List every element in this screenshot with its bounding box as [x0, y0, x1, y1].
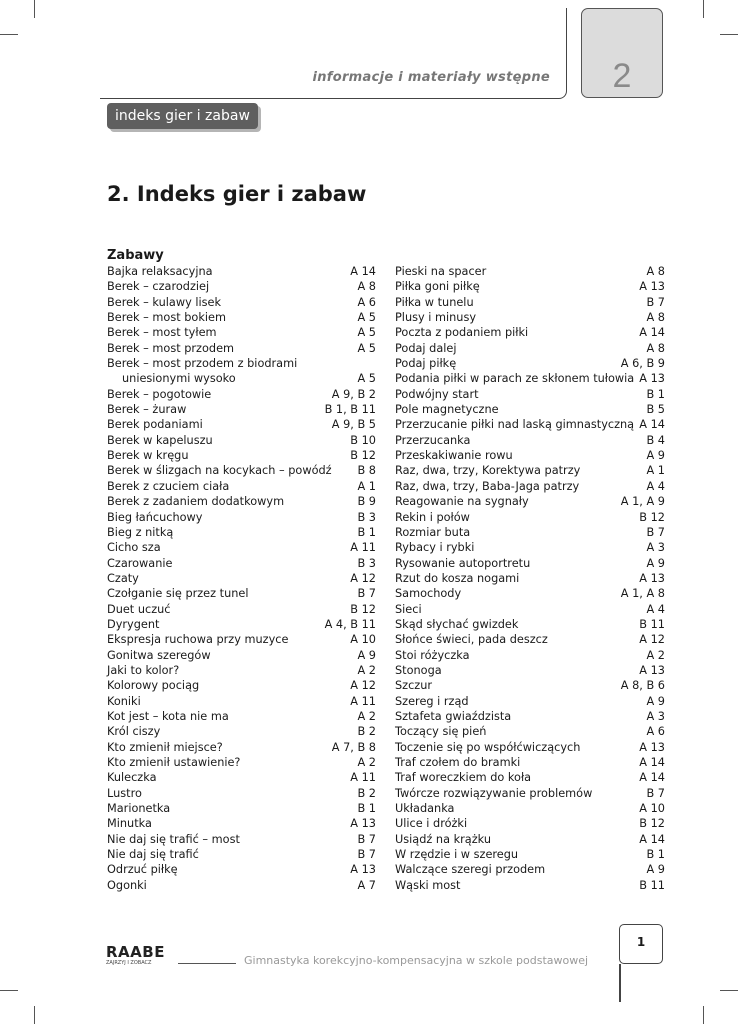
- index-entry-title: Gonitwa szeregów: [107, 648, 211, 662]
- index-entry: [107, 264, 376, 279]
- index-entry-code: B 3: [357, 510, 376, 524]
- index-entry-code: A 4: [646, 479, 665, 493]
- crop-mark: [720, 34, 738, 35]
- footer-book-title: Gimnastyka korekcyjno-kompensacyjna w szkole podstawowej: [244, 954, 589, 967]
- index-entry-title: Czarowanie: [107, 556, 173, 570]
- index-entry-title: Minutka: [107, 817, 152, 831]
- index-entry-code: A 7, B 8: [331, 740, 376, 754]
- index-entry: [395, 264, 665, 279]
- publisher-logo-text: RAABE: [106, 943, 165, 961]
- index-entry-code: A 13: [350, 863, 376, 877]
- index-entry-code: B 7: [357, 832, 376, 846]
- index-entry-title: Traf woreczkiem do koła: [395, 771, 532, 785]
- index-entry-code: A 1: [646, 464, 665, 478]
- index-entry: [395, 847, 665, 862]
- index-entry-code: A 2: [357, 663, 376, 677]
- index-entry: [395, 387, 665, 402]
- index-entry-code: A 6: [357, 295, 376, 309]
- index-entry-title: Berek w kręgu: [107, 449, 189, 463]
- index-entry: [395, 632, 665, 647]
- header-frame: [100, 8, 567, 99]
- index-entry: [107, 356, 376, 371]
- index-entry: [395, 740, 665, 755]
- index-entry-code: A 11: [350, 694, 376, 708]
- section-tag: indeks gier i zabaw: [107, 103, 258, 129]
- index-entry-code: A 12: [350, 679, 376, 693]
- index-entry-title: Reagowanie na sygnały: [395, 495, 529, 509]
- crop-mark: [0, 990, 18, 991]
- index-entry: [395, 525, 665, 540]
- index-entry-code: A 2: [357, 709, 376, 723]
- index-entry-title: Berek w kapeluszu: [107, 433, 213, 447]
- index-entry-code: A 9: [357, 648, 376, 662]
- index-entry-title: Układanka: [395, 802, 455, 816]
- index-entry: [395, 463, 665, 478]
- index-list-left: [107, 264, 376, 893]
- index-entry-code: B 4: [646, 433, 665, 447]
- index-entry-code: A 9, B 5: [331, 418, 376, 432]
- index-entry-title: Berek – most bokiem: [107, 311, 226, 325]
- index-entry-title: Przerzucanka: [395, 433, 471, 447]
- index-entry-code: A 5: [357, 326, 376, 340]
- index-entry-code: B 1: [646, 848, 665, 862]
- index-entry: [395, 510, 665, 525]
- index-entry-code: A 13: [639, 663, 665, 677]
- index-entry-title: Szczur: [395, 679, 433, 693]
- index-entry: [395, 556, 665, 571]
- index-entry-code: B 7: [646, 525, 665, 539]
- index-entry: [395, 402, 665, 417]
- index-entry-code: A 8: [357, 280, 376, 294]
- index-entry-code: A 7: [357, 878, 376, 892]
- index-entry: [395, 663, 665, 678]
- index-entry: [395, 586, 665, 601]
- index-entry-title: Rybacy i rybki: [395, 541, 475, 555]
- index-entry-code: A 5: [357, 311, 376, 325]
- index-entry-title: Jaki to kolor?: [107, 663, 180, 677]
- index-entry: [395, 279, 665, 294]
- index-entry-code: A 14: [639, 756, 665, 769]
- index-entry: [395, 540, 665, 555]
- index-entry-code: B 9: [357, 495, 376, 509]
- index-entry-title: Przeskakiwanie rowu: [395, 449, 513, 463]
- index-entry-code: A 11: [350, 771, 376, 785]
- index-entry-title: Berek – most przodem z biodrami: [107, 357, 298, 371]
- index-entry-code: B 1, B 11: [324, 403, 376, 417]
- index-entry-code: A 8, B 6: [620, 679, 665, 693]
- index-entry: [395, 371, 665, 386]
- index-entry-title: Stonoga: [395, 663, 442, 677]
- index-entry: [107, 417, 376, 432]
- index-entry-code: A 8: [646, 265, 665, 278]
- footer-divider: [178, 963, 236, 964]
- index-entry: [395, 494, 665, 509]
- index-entry-code: B 10: [350, 433, 376, 447]
- index-entry: [107, 878, 376, 893]
- index-entry: [107, 755, 376, 770]
- index-entry-title: Czaty: [107, 571, 139, 585]
- index-entry-code: A 11: [350, 541, 376, 555]
- index-entry-title: Król ciszy: [107, 725, 161, 739]
- index-entry-title: Podania piłki w parach ze skłonem tułowia: [395, 372, 635, 386]
- index-entry: [395, 356, 665, 371]
- index-entry-code: A 9: [646, 863, 665, 877]
- index-entry-code: B 1: [646, 387, 665, 401]
- index-entry-title: Przerzucanie piłki nad laską gimnastyczną: [395, 418, 635, 432]
- index-entry-code: A 4, B 11: [324, 617, 376, 631]
- index-entry-code: A 5: [357, 341, 376, 355]
- index-entry-code: A 9: [646, 449, 665, 463]
- index-entry-code: A 13: [639, 280, 665, 294]
- index-entry: [107, 463, 376, 478]
- index-entry-title: Samochody: [395, 587, 462, 601]
- index-entry-title: Duet uczuć: [107, 602, 171, 616]
- index-entry: [107, 387, 376, 402]
- index-entry: [107, 448, 376, 463]
- index-entry-code: A 6: [646, 725, 665, 739]
- index-entry-title: Bieg łańcuchowy: [107, 510, 203, 524]
- index-entry-code: A 1, A 9: [620, 495, 665, 509]
- index-entry-code: A 12: [350, 571, 376, 585]
- index-entry-title: Podaj dalej: [395, 341, 457, 355]
- index-entry: [107, 709, 376, 724]
- index-entry-code: B 7: [357, 848, 376, 862]
- index-entry-title: Ogonki: [107, 878, 147, 892]
- index-entry-title: Kto zmienił ustawienie?: [107, 756, 241, 769]
- index-entry: [395, 832, 665, 847]
- index-entry-title: Rzut do kosza nogami: [395, 571, 520, 585]
- index-entry-title: Pole magnetyczne: [395, 403, 499, 417]
- index-entry-code: A 6, B 9: [620, 357, 665, 371]
- index-entry-code: A 14: [350, 265, 376, 278]
- index-entry: [107, 571, 376, 586]
- page-number: 1: [636, 935, 646, 949]
- running-header-title: informacje i materiały wstępne: [312, 70, 550, 85]
- index-entry-title: Dyrygent: [107, 617, 160, 631]
- index-entry-code: B 12: [639, 817, 665, 831]
- publisher-tagline: ZAJRZYJ I ZOBACZ: [106, 960, 152, 966]
- index-entry: [107, 540, 376, 555]
- index-entry-code: A 10: [639, 802, 665, 816]
- index-entry-title: Berek – kulawy lisek: [107, 295, 222, 309]
- index-entry-title: Piłka goni piłkę: [395, 280, 480, 294]
- index-entry: [395, 325, 665, 340]
- index-entry-code: B 2: [357, 725, 376, 739]
- index-entry-code: B 7: [357, 587, 376, 601]
- index-entry-title: uniesionymi wysoko: [122, 372, 236, 386]
- index-entry: [107, 279, 376, 294]
- index-entry: [395, 617, 665, 632]
- index-entry: [395, 724, 665, 739]
- index-entry: [395, 417, 665, 432]
- index-entry-title: Ulice i dróżki: [395, 817, 468, 831]
- index-entry-code: A 4: [646, 602, 665, 616]
- index-entry-code: A 14: [639, 418, 665, 432]
- index-entry-title: Kto zmienił miejsce?: [107, 740, 223, 754]
- index-entry: [107, 602, 376, 617]
- index-entry-code: A 1, A 8: [620, 587, 665, 601]
- index-entry-code: A 13: [639, 740, 665, 754]
- index-entry-code: B 8: [357, 464, 376, 478]
- index-entry-title: Pieski na spacer: [395, 265, 487, 278]
- index-entry-title: Piłka w tunelu: [395, 295, 474, 309]
- index-entry-code: A 13: [639, 372, 665, 386]
- chapter-number: 2: [612, 57, 632, 95]
- index-entry: [107, 479, 376, 494]
- index-entry-title: Berek – most tyłem: [107, 326, 217, 340]
- index-entry-title: Skąd słychać gwizdek: [395, 617, 519, 631]
- index-entry-code: B 7: [646, 786, 665, 800]
- index-entry-title: Berek – pogotowie: [107, 387, 212, 401]
- index-entry-title: Kuleczka: [107, 771, 157, 785]
- crop-mark: [34, 1006, 35, 1024]
- index-entry-title: Raz, dwa, trzy, Baba-Jaga patrzy: [395, 479, 580, 493]
- index-entry: [395, 786, 665, 801]
- index-entry-title: Toczący się pień: [395, 725, 487, 739]
- index-entry: [395, 648, 665, 663]
- index-entry: [107, 556, 376, 571]
- publisher-logo: [106, 944, 176, 972]
- index-entry-title: Koniki: [107, 694, 141, 708]
- index-entry: [107, 663, 376, 678]
- index-entry: [395, 310, 665, 325]
- index-entry-title: Nie daj się trafić: [107, 848, 199, 862]
- index-entry-code: B 11: [639, 617, 665, 631]
- index-entry: [107, 724, 376, 739]
- index-entry-code: A 9, B 2: [331, 387, 376, 401]
- index-entry-code: B 11: [639, 878, 665, 892]
- index-entry-title: Czołganie się przez tunel: [107, 587, 249, 601]
- index-entry-code: B 1: [357, 525, 376, 539]
- index-entry: [107, 678, 376, 693]
- index-entry-title: Rekin i połów: [395, 510, 470, 524]
- index-entry: [107, 801, 376, 816]
- index-entry-title: Kot jest – kota nie ma: [107, 709, 229, 723]
- index-entry-title: Nie daj się trafić – most: [107, 832, 240, 846]
- index-entry-title: Rysowanie autoportretu: [395, 556, 531, 570]
- index-entry-title: Bajka relaksacyjna: [107, 265, 213, 278]
- index-entry: [395, 801, 665, 816]
- index-entry-title: Berek w ślizgach na kocykach – powódź: [107, 464, 332, 478]
- index-entry: [395, 878, 665, 893]
- index-entry-code: B 3: [357, 556, 376, 570]
- index-entry-title: Słońce świeci, pada deszcz: [395, 633, 548, 647]
- crop-mark: [720, 990, 738, 991]
- index-entry: [395, 709, 665, 724]
- index-entry-title: Twórcze rozwiązywanie problemów: [395, 786, 593, 800]
- index-entry-title: Berek z czuciem ciała: [107, 479, 230, 493]
- index-entry: [107, 832, 376, 847]
- index-entry-code: A 3: [646, 541, 665, 555]
- index-entry: [107, 433, 376, 448]
- index-entry-title: Kolorowy pociąg: [107, 679, 200, 693]
- index-entry-title: Szereg i rząd: [395, 694, 469, 708]
- index-entry-title: Usiądź na krążku: [395, 832, 491, 846]
- index-entry-code: A 9: [646, 694, 665, 708]
- index-entry-code: A 10: [350, 633, 376, 647]
- index-entry: [107, 617, 376, 632]
- index-entry-title: Berek – czarodziej: [107, 280, 210, 294]
- index-entry-code: B 12: [350, 449, 376, 463]
- index-entry: [107, 371, 376, 386]
- index-entry: [395, 571, 665, 586]
- index-entry-code: A 2: [646, 648, 665, 662]
- index-entry-title: Rozmiar buta: [395, 525, 471, 539]
- index-entry: [107, 632, 376, 647]
- index-entry-code: A 14: [639, 326, 665, 340]
- page-title: 2. Indeks gier i zabaw: [107, 182, 367, 206]
- index-entry-title: Sztafeta gwiaździsta: [395, 709, 512, 723]
- index-entry: [107, 586, 376, 601]
- index-entry: [107, 341, 376, 356]
- index-entry-title: Podaj piłkę: [395, 357, 457, 371]
- index-entry-code: A 13: [639, 571, 665, 585]
- index-entry: [395, 602, 665, 617]
- crop-mark: [34, 0, 35, 18]
- index-entry-code: A 12: [639, 633, 665, 647]
- index-entry-title: Lustro: [107, 786, 142, 800]
- index-entry: [395, 295, 665, 310]
- index-entry: [107, 816, 376, 831]
- index-entry-title: Poczta z podaniem piłki: [395, 326, 529, 340]
- index-entry-code: A 14: [639, 771, 665, 785]
- index-entry: [107, 310, 376, 325]
- index-entry-code: A 8: [646, 311, 665, 325]
- page-number-frame: [619, 924, 663, 964]
- index-entry-title: Wąski most: [395, 878, 461, 892]
- index-entry-code: A 2: [357, 756, 376, 769]
- index-entry: [395, 433, 665, 448]
- index-entry: [395, 816, 665, 831]
- index-entry-title: Marionetka: [107, 802, 171, 816]
- index-entry: [107, 694, 376, 709]
- index-entry-code: B 12: [639, 510, 665, 524]
- crop-mark: [0, 34, 18, 35]
- index-entry-code: B 1: [357, 802, 376, 816]
- index-entry: [395, 862, 665, 877]
- index-entry-title: Traf czołem do bramki: [395, 756, 521, 769]
- index-entry-code: A 5: [357, 372, 376, 386]
- section-heading: Zabawy: [107, 248, 164, 263]
- index-entry-title: Podwójny start: [395, 387, 479, 401]
- chapter-tab: [581, 8, 663, 98]
- index-entry: [395, 678, 665, 693]
- index-list-right: [395, 264, 665, 893]
- index-entry: [107, 862, 376, 877]
- crop-mark: [703, 1006, 704, 1024]
- index-entry-title: Plusy i minusy: [395, 311, 477, 325]
- index-entry-title: Bieg z nitką: [107, 525, 174, 539]
- index-entry-code: B 12: [350, 602, 376, 616]
- index-entry: [395, 770, 665, 785]
- index-entry-title: Berek – most przodem: [107, 341, 235, 355]
- index-entry-title: Sieci: [395, 602, 422, 616]
- index-entry-title: Toczenie się po współćwiczących: [395, 740, 581, 754]
- index-entry-title: Berek z zadaniem dodatkowym: [107, 495, 285, 509]
- index-entry: [395, 694, 665, 709]
- index-entry: [395, 341, 665, 356]
- index-entry: [107, 847, 376, 862]
- index-entry: [395, 479, 665, 494]
- index-entry: [107, 494, 376, 509]
- index-entry: [395, 755, 665, 770]
- index-entry: [107, 770, 376, 785]
- index-entry: [107, 402, 376, 417]
- index-entry: [107, 740, 376, 755]
- index-entry-title: Raz, dwa, trzy, Korektywa patrzy: [395, 464, 581, 478]
- index-entry: [107, 648, 376, 663]
- index-entry-code: A 13: [350, 817, 376, 831]
- index-entry-title: Berek – żuraw: [107, 403, 187, 417]
- index-entry: [107, 295, 376, 310]
- index-entry: [107, 325, 376, 340]
- index-entry-code: A 1: [357, 479, 376, 493]
- page-number-frame-tail: [619, 964, 621, 1002]
- index-entry: [395, 448, 665, 463]
- index-entry-code: B 5: [646, 403, 665, 417]
- index-entry: [107, 786, 376, 801]
- crop-mark: [703, 0, 704, 18]
- index-entry-title: W rzędzie i w szeregu: [395, 848, 519, 862]
- index-entry-title: Ekspresja ruchowa przy muzyce: [107, 633, 289, 647]
- index-entry: [107, 510, 376, 525]
- index-entry-title: Cicho sza: [107, 541, 161, 555]
- index-entry-title: Stoi różyczka: [395, 648, 470, 662]
- index-entry-title: Odrzuć piłkę: [107, 863, 178, 877]
- index-entry-code: A 14: [639, 832, 665, 846]
- index-entry-title: Berek podaniami: [107, 418, 203, 432]
- index-entry-code: B 7: [646, 295, 665, 309]
- index-entry-code: A 9: [646, 556, 665, 570]
- index-entry-code: A 3: [646, 709, 665, 723]
- index-entry-title: Walczące szeregi przodem: [395, 863, 546, 877]
- index-entry-code: A 8: [646, 341, 665, 355]
- index-entry: [107, 525, 376, 540]
- index-entry-code: B 2: [357, 786, 376, 800]
